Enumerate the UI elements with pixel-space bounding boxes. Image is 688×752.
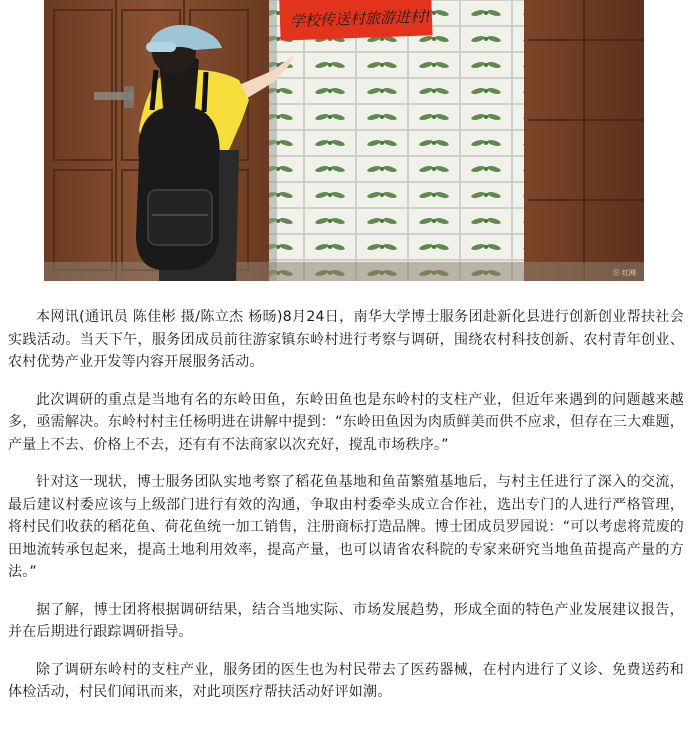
photo-scene [44, 0, 644, 281]
article-paragraph: 本网讯(通讯员 陈佳彬 摄/陈立杰 杨旸)8月24日，南华大学博士服务团赴新化县进行创新创业帮扶社会实践活动。当天下午，服务团成员前往游家镇东岭村进行考察与调研，围绕农村科技创新、农村青年创业、农村优势产业开发等内容开展服务活动。 [8, 309, 684, 370]
article-paragraph: 据了解，博士团将根据调研结果，结合当地实际、市场发展趋势，形成全面的特色产业发展建议报告，并在后期进行跟踪调研指导。 [8, 601, 684, 640]
article-paragraph: 除了调研东岭村的支柱产业，服务团的医生也为村民带去了医药器械，在村内进行了义诊、免费送药和体检活动，村民们闻讯而来，对此项医疗帮扶活动好评如潮。 [8, 661, 684, 700]
photo-watermark: Ⓢ 红网 [612, 269, 636, 277]
article-paragraph: 此次调研的重点是当地有名的东岭田鱼，东岭田鱼也是东岭村的支柱产业，但近年来遇到的问题越来越多，亟需解决。东岭村村主任杨明进在讲解中提到：“东岭田鱼因为肉质鲜美而供不应求，但存在三大难题，产量上不去、价格上不去，还有有不法商家以次充好，搅乱市场秩序。” [8, 391, 684, 453]
article-body [8, 306, 684, 719]
article-photo [44, 0, 644, 281]
sign-text: 学校传送村旅游进村! [289, 7, 432, 31]
article-paragraph: 针对这一现状，博士服务团队实地考察了稻花鱼基地和鱼苗繁殖基地后，与村主任进行了深入的交流，最后建议村委应该与上级部门进行有效的沟通，争取由村委牵头成立合作社，选出专门的人进行严格管理，将村民们收获的稻花鱼、荷花鱼统一加工销售，注册商标打造品牌。博士团成员罗园说：“可以考虑将荒废的田地流转承包起来，提高土地利用效率，提高产量，也可以请省农科院的专家来研究当地鱼苗提高产量的方法。” [8, 474, 684, 580]
